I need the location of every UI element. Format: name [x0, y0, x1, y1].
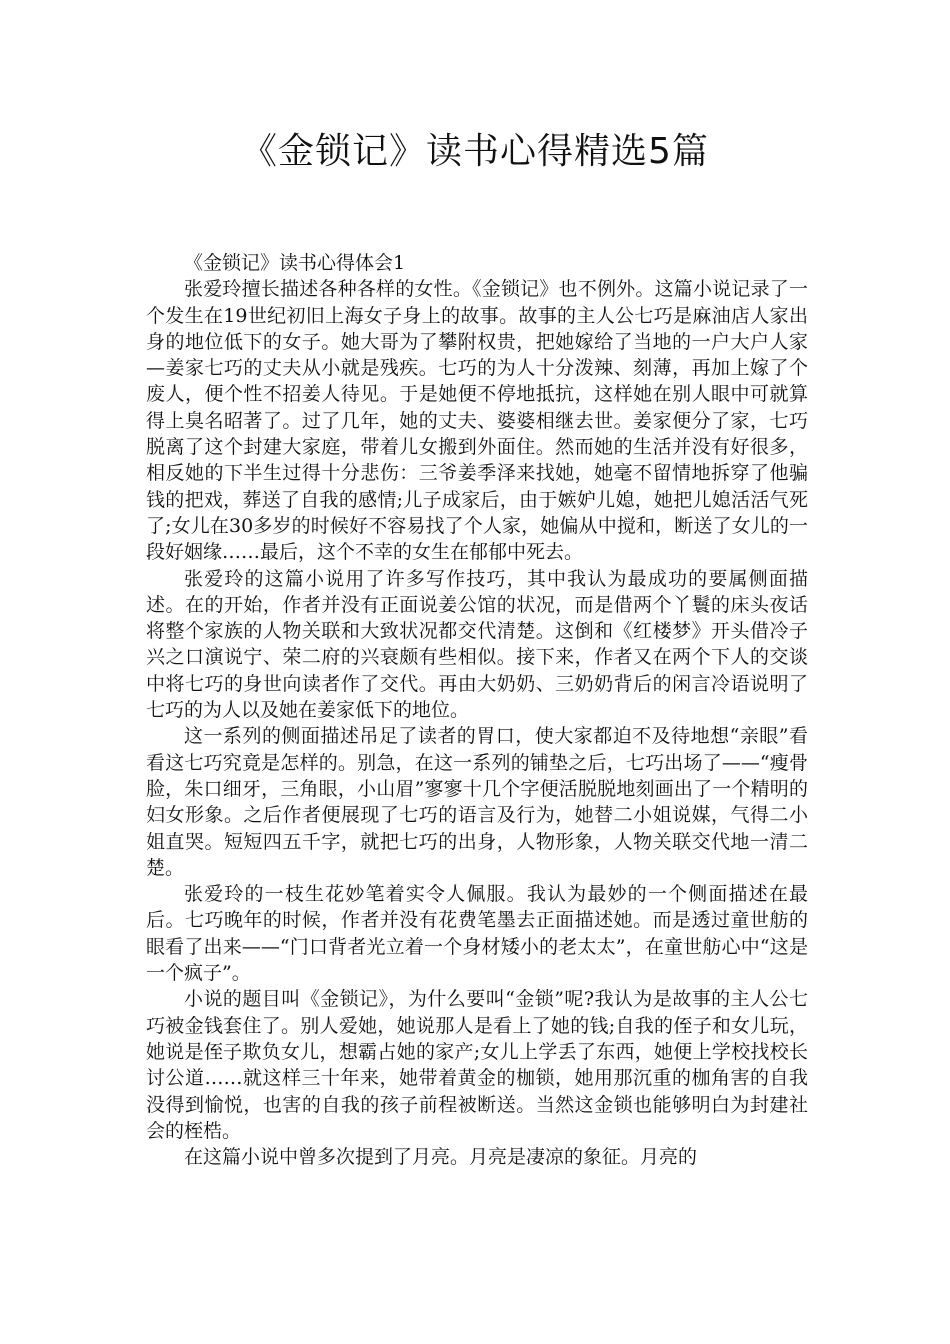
section-heading: 《金锁记》读书心得体会1: [184, 252, 406, 274]
document-body: [146, 250, 808, 1170]
paragraph: 在这篇小说中曾多次提到了月亮。月亮是凄凉的象征。月亮的: [184, 1146, 698, 1169]
paragraph: 这一系列的侧面描述吊足了读者的胃口，使大家都迫不及待地想“亲眼”看看这七巧究竟是怎样的。别急，在这一系列的铺垫之后，七巧出场了——“瘦骨脸，朱口细牙，三角眼，小山眉”寥寥十几个字便活脱脱地刻画出了一个精明的妇女形象。之后作者便展现了七巧的语言及行为，她替二小姐说媒，气得二小姐直哭。短短四五千字，就把七巧的出身，人物形象，人物关联交代地一清二楚。: [146, 725, 808, 879]
paragraph: 张爱玲的一枝生花妙笔着实令人佩服。我认为最妙的一个侧面描述在最后。七巧晚年的时候，作者并没有花费笔墨去正面描述她。而是透过童世舫的眼看了出来——“门口背者光立着一个身材矮小的老太太”，在童世舫心中“这是一个疯子”。: [146, 883, 808, 985]
paragraph: 张爱玲的这篇小说用了许多写作技巧，其中我认为最成功的要属侧面描述。在的开始，作者并没有正面说姜公馆的状况，而是借两个丫鬟的床头夜话将整个家族的人物关联和大致状况都交代清楚。这倒和《红楼梦》开头借冷子兴之口演说宁、荣二府的兴衰颇有些相似。接下来，作者又在两个下人的交谈中将七巧的身世向读者作了交代。再由大奶奶、三奶奶背后的闲言冷语说明了七巧的为人以及她在姜家低下的地位。: [146, 567, 808, 722]
document-title: 《金锁记》读书心得精选5篇: [241, 131, 709, 172]
paragraph: 小说的题目叫《金锁记》，为什么要叫“金锁”呢?我认为是故事的主人公七巧被金钱套住了。别人爱她，她说那人是看上了她的钱;自我的侄子和女儿玩，她说是侄子欺负女儿，想霸占她的家产;女儿上学丢了东西，她便上学校找校长讨公道……就这样三十年来，她带着黄金的枷锁，她用那沉重的枷角害的自我没得到愉悦，也害的自我的孩子前程被断送。当然这金锁也能够明白为封建社会的桎梏。: [146, 988, 808, 1142]
paragraph: 张爱玲擅长描述各种各样的女性。《金锁记》也不例外。这篇小说记录了一个发生在19世纪初旧上海女子身上的故事。故事的主人公七巧是麻油店人家出身的地位低下的女子。她大哥为了攀附权贵，把她嫁给了当地的一户大户人家—姜家七巧的丈夫从小就是残疾。七巧的为人十分泼辣、刻薄，再加上嫁了个废人，便个性不招姜人待见。于是她便不停地抵抗，这样她在别人眼中可就算得上臭名昭著了。过了几年，她的丈夫、婆婆相继去世。姜家便分了家，七巧脱离了这个封建大家庭，带着儿女搬到外面住。然而她的生活并没有好很多，相反她的下半生过得十分悲伤：三爷姜季泽来找她，她毫不留情地拆穿了他骗钱的把戏，葬送了自我的感情;儿子成家后，由于嫉妒儿媳，她把儿媳活活气死了;女儿在30多岁的时候好不容易找了个人家，她偏从中搅和，断送了女儿的一段好姻缘……最后，这个不幸的女生在郁郁中死去。: [146, 278, 808, 564]
